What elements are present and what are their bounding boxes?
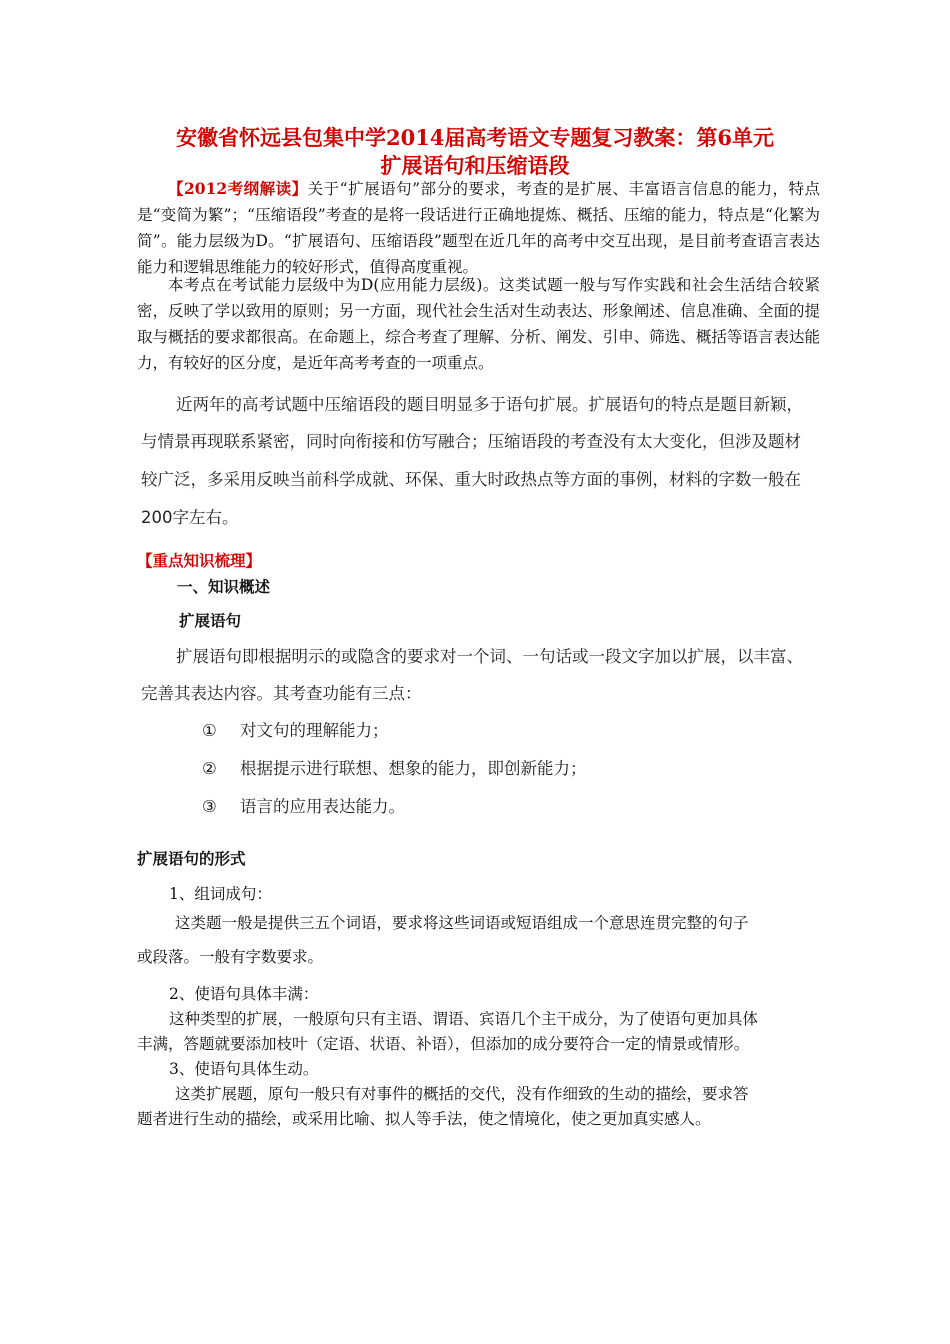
- item-marker: ②: [202, 759, 217, 778]
- title-line-2: 扩展语句和压缩语段: [380, 153, 570, 178]
- form-3-line-2: 题者进行生动的描绘，或采用比喻、拟人等手法，使之情境化，使之更加真实感人。: [137, 1110, 711, 1128]
- intro-text-1: 关于“扩展语句”部分的要求，考查的是扩展、丰富语言信息的能力，特点是“变简为繁”；“压缩语段”考查的是将一段话进行正确地提炼、概括、压缩的能力，特点是“化繁为简”。能力层级为D。“扩展语句、压缩语段”题型在近几年的高考中交互出现，是目前考查语言表达能力和逻辑思维能力的较好形式，值得高度重视。: [137, 180, 820, 276]
- form-2-line-1: 这种类型的扩展，一般原句只有主语、谓语、宾语几个主干成分，为了使语句更加具体: [169, 1010, 759, 1028]
- form-2-line-2: 丰满，答题就要添加枝叶（定语、状语、补语），但添加的成分要符合一定的情景或情形。: [137, 1035, 750, 1053]
- title-line-1: 安徽省怀远县包集中学2014届高考语文专题复习教案：第6单元: [175, 125, 775, 150]
- function-item-1: [202, 719, 389, 743]
- form-2-title: 2、使语句具体丰满：: [169, 985, 319, 1003]
- item-marker: ①: [202, 721, 217, 740]
- form-1-line-1: 这类题一般是提供三五个词语，要求将这些词语或短语组成一个意思连贯完整的句子: [175, 914, 749, 932]
- intro-label: 【2012考纲解读】: [168, 179, 308, 198]
- function-item-3: [202, 795, 405, 819]
- image-text-line-1: 近两年的高考试题中压缩语段的题目明显多于语句扩展。扩展语句的特点是题目新颖，: [176, 395, 803, 414]
- intro-paragraph-2: 本考点在考试能力层级中为D(应用能力层级)。这类试题一般与写作实践和社会生活结合较紧密，反映了学以致用的原则；另一方面，现代社会生活对生动表达、形象阐述、信息准确、全面的提取与概括的要求都很高。在命题上，综合考查了理解、分析、阐发、引申、筛选、概括等语言表达能力，有较好的区分度，是近年高考考查的一项重点。: [137, 276, 820, 372]
- forms-heading: 扩展语句的形式: [137, 850, 246, 868]
- function-item-2: [202, 757, 587, 781]
- intro-paragraph-1: [137, 176, 820, 280]
- form-1-line-2: 或段落。一般有字数要求。: [137, 948, 324, 966]
- form-3-line-1: 这类扩展题，原句一般只有对事件的概括的交代，没有作细致的生动的描绘，要求答: [175, 1085, 749, 1103]
- image2-text-line-1: 扩展语句即根据明示的或隐含的要求对一个词、一句话或一段文字加以扩展，以丰富、: [176, 647, 803, 666]
- form-3-title: 3、使语句具体生动。: [169, 1060, 319, 1078]
- item-text: 语言的应用表达能力。: [240, 797, 405, 816]
- knowledge-overview-heading: 一、知识概述: [177, 578, 271, 596]
- image-text-line-4: 200字左右。: [141, 508, 239, 527]
- item-marker: ③: [202, 797, 217, 816]
- image2-text-line-2: 完善其表达内容。其考查功能有三点：: [141, 684, 422, 703]
- item-text: 对文句的理解能力；: [240, 721, 389, 740]
- image-text-line-3: 较广泛，多采用反映当前科学成就、环保、重大时政热点等方面的事例，材料的字数一般在: [141, 470, 801, 489]
- image-text-line-2: 与情景再现联系紧密，同时向衔接和仿写融合；压缩语段的考查没有太大变化，但涉及题材: [141, 432, 801, 451]
- item-text: 根据提示进行联想、想象的能力，即创新能力；: [240, 759, 587, 778]
- expand-sentence-heading: 扩展语句: [179, 612, 242, 630]
- section-label: 【重点知识梳理】: [137, 552, 262, 570]
- form-1-title: 1、组词成句：: [169, 885, 272, 903]
